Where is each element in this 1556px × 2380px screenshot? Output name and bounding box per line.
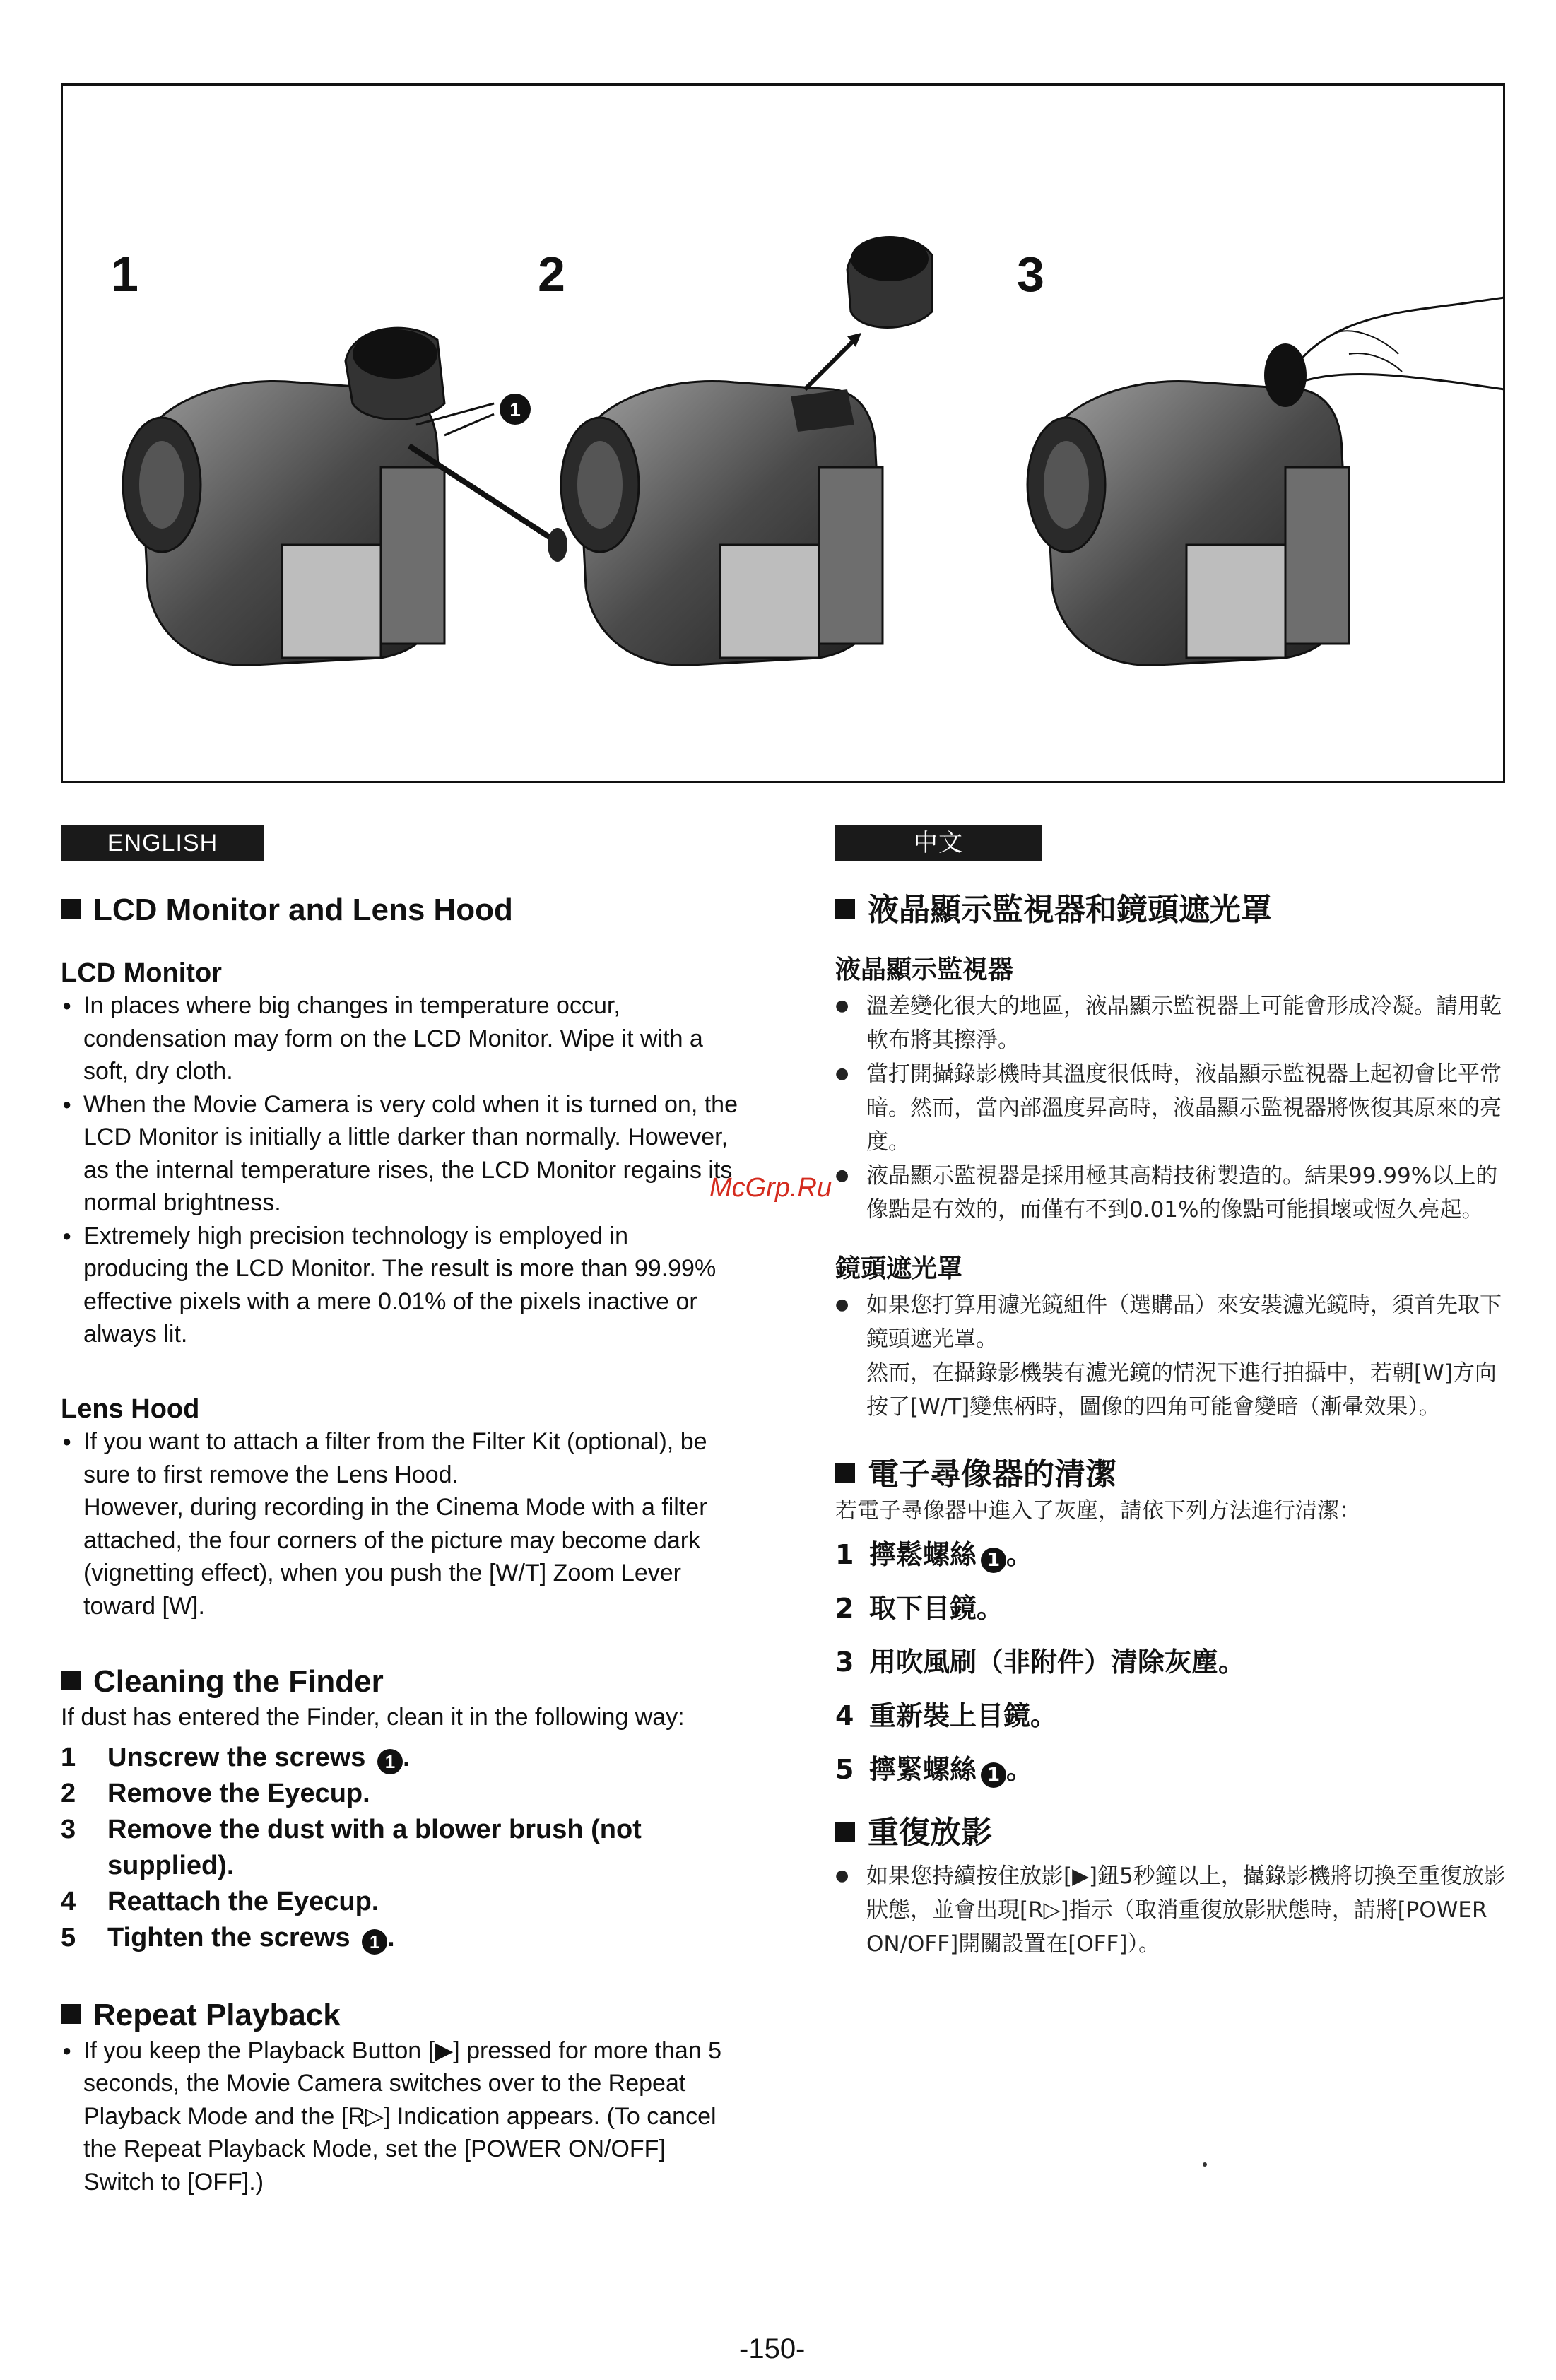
camera-blower-brush-illustration	[1017, 213, 1504, 721]
chinese-language-tab: 中文	[835, 825, 1042, 861]
subheading-lens-hood: Lens Hood	[61, 1394, 200, 1424]
section-title-lcd-hood: LCD Monitor and Lens Hood	[61, 892, 739, 929]
list-item: 5 Tighten the screws 1 .	[61, 1920, 739, 1956]
cleaning-steps	[61, 1740, 739, 1956]
list-item: 4 Reattach the Eyecup.	[61, 1886, 379, 1916]
list-item: 2 Remove the Eyecup.	[61, 1778, 370, 1808]
repeat-bullet-list-zh	[835, 1859, 1507, 1961]
hood-bullet-list-zh	[835, 1288, 1507, 1356]
hood-note-zh: 然而，在攝錄影機裝有濾光鏡的情況下進行拍攝中，若朝[W]方向按了[W/T]變焦柄時，圖像的四角可能會變暗（漸暈效果）。	[866, 1360, 1497, 1420]
list-item: ● 當打開攝錄影機時其溫度很低時，液晶顯示監視器上起初會比平常暗。然而，當內部溫度昇高時，液晶顯示監視器將恢復其原來的亮度。	[835, 1057, 1507, 1159]
subheading-lens-hood-zh: 鏡頭遮光罩	[835, 1254, 963, 1283]
list-item: ● In places where big changes in temperature occur, condensation may form on the LCD Monitor. Wipe it with a soft, dry cloth.	[61, 989, 739, 1088]
section-title-repeat-playback-zh: 重復放影	[835, 1815, 1507, 1852]
stray-dot	[1203, 2162, 1207, 2167]
camera-screwdriver-illustration	[112, 283, 593, 721]
square-bullet-icon	[61, 899, 81, 919]
subheading-lcd-monitor-zh: 液晶顯示監視器	[835, 955, 1014, 984]
circled-1-icon: 1	[981, 1762, 1006, 1788]
watermark: McGrp.Ru	[709, 1173, 832, 1203]
repeat-bullet-list	[61, 2034, 739, 2199]
square-bullet-icon	[61, 1671, 81, 1690]
square-bullet-icon	[835, 1822, 855, 1842]
section-title-cleaning-zh: 電子尋像器的清潔	[835, 1456, 1507, 1494]
list-item: 5 擰緊螺絲 1 。	[835, 1743, 1507, 1796]
page-number: -150-	[739, 2333, 806, 2364]
step-1-label: 1	[111, 247, 138, 302]
section-title-cleaning: Cleaning the Finder	[61, 1663, 739, 1701]
section-title-repeat-playback: Repeat Playback	[61, 1997, 739, 2034]
list-item: ● Extremely high precision technology is employed in producing the LCD Monitor. The result is more than 99.99% effective pixels with a mere 0.01% of the pixels inactive or always lit.	[61, 1220, 739, 1351]
square-bullet-icon	[835, 899, 855, 919]
english-language-tab: ENGLISH	[61, 825, 264, 861]
step-3-label: 3	[1017, 247, 1044, 302]
subheading-lcd-monitor: LCD Monitor	[61, 958, 222, 988]
list-item: ● 如果您打算用濾光鏡組件（選購品）來安裝濾光鏡時，須首先取下鏡頭遮光罩。	[835, 1288, 1507, 1356]
list-item: 2 取下目鏡。	[835, 1592, 1004, 1624]
chinese-column	[835, 892, 1507, 1961]
english-column	[61, 892, 739, 2198]
illustration-panel	[61, 83, 1505, 783]
list-item: ● If you keep the Playback Button [▶] pressed for more than 5 seconds, the Movie Camera switches over to the Repeat Playback Mode and the [R▷] Indication appears. (To cancel the Repeat Playback Mode, set the [POWER ON/OFF] Switch to [OFF].)	[61, 2034, 739, 2199]
list-item: 1 Unscrew the screws 1 .	[61, 1740, 739, 1776]
list-item: 1 擰鬆螺絲 1 。	[835, 1528, 1507, 1581]
callout-1-marker: 1	[509, 399, 521, 420]
cleaning-intro: If dust has entered the Finder, clean it in the following way:	[61, 1704, 685, 1731]
list-item: 4 重新裝上目鏡。	[835, 1699, 1058, 1731]
lcd-bullet-list	[61, 989, 739, 1351]
lcd-bullet-list-zh	[835, 989, 1507, 1227]
section-title-lcd-hood-zh: 液晶顯示監視器和鏡頭遮光罩	[835, 892, 1507, 929]
circled-1-icon: 1	[981, 1548, 1006, 1573]
circled-1-icon: 1	[362, 1929, 387, 1955]
circled-1-icon: 1	[377, 1749, 403, 1774]
hood-bullet-list	[61, 1425, 739, 1491]
square-bullet-icon	[61, 2004, 81, 2024]
list-item: ● 如果您持續按住放影[▶]鈕5秒鐘以上，攝錄影機將切換至重復放影狀態，並會出現[R▷]指示（取消重復放影狀態時，請將[POWER ON/OFF]開關設置在[OFF]）。	[835, 1859, 1507, 1961]
list-item: ● If you want to attach a filter from the Filter Kit (optional), be sure to first remove the Lens Hood.	[61, 1425, 739, 1491]
hood-note: However, during recording in the Cinema Mode with a filter attached, the four corners of the picture may become dark (vignetting effect), when you push the [W/T] Zoom Lever toward [W].	[83, 1494, 707, 1620]
list-item: ● 溫差變化很大的地區，液晶顯示監視器上可能會形成冷凝。請用乾軟布將其擦淨。	[835, 989, 1507, 1057]
list-item: 3 Remove the dust with a blower brush (not supplied).	[61, 1814, 642, 1880]
list-item: 3 用吹風刷（非附件）清除灰塵。	[835, 1646, 1246, 1678]
square-bullet-icon	[835, 1463, 855, 1483]
camera-eyecup-removal-illustration	[550, 213, 946, 721]
cleaning-intro-zh: 若電子尋像器中進入了灰塵，請依下列方法進行清潔：	[835, 1497, 1361, 1524]
step-2-label: 2	[538, 247, 565, 302]
cleaning-steps-zh	[835, 1528, 1507, 1796]
list-item: ● When the Movie Camera is very cold when it is turned on, the LCD Monitor is initially a little darker than normally. However, as the internal temperature rises, the LCD Monitor regains its normal brightness.	[61, 1088, 739, 1220]
list-item: ● 液晶顯示監視器是採用極其高精技術製造的。結果99.99%以上的像點是有效的，而僅有不到0.01%的像點可能損壞或恆久亮起。	[835, 1159, 1507, 1227]
